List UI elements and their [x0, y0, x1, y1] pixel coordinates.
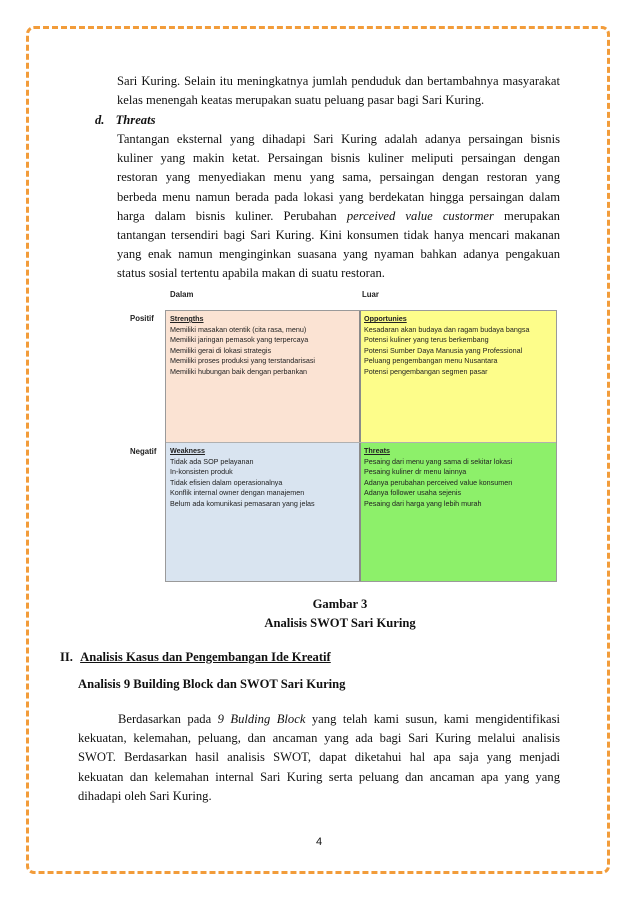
section-title: Analisis Kasus dan Pengembangan Ide Kreatif [80, 650, 331, 664]
text-line: kuliner yang makin ketat. Persaingan bisnis kuliner meliputi persaingan dengan [117, 151, 560, 166]
text-segment: harga dalam bisnis kuliner. Perubahan [117, 208, 347, 223]
swot-vertical-divider [359, 311, 361, 581]
list-item: Potensi Sumber Daya Manusia yang Professional [364, 345, 523, 355]
list-item: Adanya follower usaha sejenis [364, 488, 462, 498]
text-line: Sari Kuring. Selain itu meningkatnya jumlah penduduk dan bertambahnya masyarakat [117, 74, 560, 88]
threats-title: Threats [364, 446, 390, 455]
list-item: Memiliki gerai di lokasi strategis [170, 345, 272, 355]
opportunities-continuation [117, 72, 560, 110]
text-line: yang enak namun menginginkan suasana yang nyaman bahkan adanya pengakuan [117, 247, 560, 262]
list-item: In-konsisten produk [170, 467, 233, 477]
text-segment: Berdasarkan pada [118, 712, 218, 726]
swot-matrix [165, 310, 557, 582]
list-item: Belum ada komunikasi pemasaran yang jelas [170, 498, 315, 508]
text-line: kekuatan dan kelemahan internal Sari Kuring serta peluang dan ancaman apa yang yang [78, 769, 560, 784]
text-line-mixed [78, 710, 560, 729]
swot-threats-quadrant [360, 443, 556, 581]
italic-term: 9 Bulding Block [217, 712, 306, 726]
list-item: Potensi pengembangan segmen pasar [364, 366, 488, 376]
strengths-title: Strengths [170, 314, 204, 323]
list-item: Memiliki masakan otentik (cita rasa, menu) [170, 324, 307, 334]
figure-caption-number: Gambar 3 [312, 597, 368, 611]
list-item: Konflik internal owner dengan manajemen [170, 488, 305, 498]
text-line: status sosial tertentu apabila makan di suatu restoran. [117, 266, 385, 281]
italic-term: perceived value custormer [346, 208, 494, 223]
text-line: dihadapi oleh Sari Kuring. [78, 788, 212, 803]
swot-col-label-luar: Luar [362, 290, 379, 299]
swot-col-label-dalam: Dalam [170, 290, 194, 299]
list-item: Memiliki hubungan baik dengan perbankan [170, 366, 308, 376]
section-heading [60, 650, 331, 665]
list-item: Pesaing dari menu yang sama di sekitar lokasi [364, 456, 513, 466]
text-line: tantangan tersendiri bagi Sari Kuring. Kini konsumen tidak hanya mencari makanan [117, 228, 560, 243]
list-item: Potensi kuliner yang terus berkembang [364, 335, 489, 345]
text-line: SWOT. Berdasarkan hasil analisis SWOT, dapat diketahui hal apa saja yang menjadi [78, 750, 560, 765]
list-item: Kesadaran akan budaya dan ragam budaya bangsa [364, 324, 530, 334]
text-segment: merupakan [493, 208, 560, 223]
subheading: Analisis 9 Building Block dan SWOT Sari Kuring [78, 677, 346, 691]
threats-paragraph [117, 130, 560, 284]
list-item: Memiliki proses produksi yang terstandarisasi [170, 356, 316, 366]
threats-heading-marker: d. [95, 113, 105, 127]
list-item: Pesaing kuliner dr menu lainnya [364, 467, 467, 477]
analysis-paragraph [78, 710, 560, 806]
list-item: Tidak efisien dalam operasionalnya [170, 477, 283, 487]
threats-heading [95, 111, 295, 130]
swot-opportunities-quadrant [360, 311, 556, 443]
swot-row-label-positif: Positif [130, 314, 154, 323]
list-item: Adanya perubahan perceived value konsumen [364, 477, 513, 487]
figure-caption-title: Analisis SWOT Sari Kuring [264, 616, 416, 630]
opportunities-title: Opportunies [364, 314, 407, 323]
text-line: kekuatan, kelemahan, peluang, dan ancaman yang ada bagi Sari Kuring melalui analisis [78, 731, 560, 746]
swot-strengths-quadrant [166, 311, 360, 443]
swot-weakness-quadrant [166, 443, 360, 581]
text-line: Tantangan eksternal yang dihadapi Sari Kuring adalah adanya persaingan bisnis [117, 132, 560, 146]
list-item: Peluang pengembangan menu Nusantara [364, 356, 498, 366]
text-line: berbeda menu namun berada pada lokasi yang berdekatan hingga persaingan dalam [117, 189, 560, 204]
list-item: Pesaing dari harga yang lebih murah [364, 498, 482, 508]
text-line: kelas menengah keatas merupakan suatu peluang pasar bagi Sari Kuring. [117, 93, 485, 108]
weakness-title: Weakness [170, 446, 206, 455]
list-item: Memiliki jaringan pemasok yang terpercaya [170, 335, 309, 345]
text-line-mixed [117, 207, 560, 226]
list-item: Tidak ada SOP pelayanan [170, 456, 254, 466]
text-line: restoran yang menyediakan menu yang sama, persaingan dengan restoran yang [117, 170, 560, 185]
text-segment: yang telah kami susun, kami mengidentifikasi [305, 712, 560, 726]
swot-row-label-negatif: Negatif [130, 447, 157, 456]
section-marker: II. [60, 650, 73, 664]
page-number: 4 [315, 836, 323, 848]
swot-horizontal-divider [166, 442, 556, 443]
threats-heading-text: Threats [115, 113, 156, 127]
